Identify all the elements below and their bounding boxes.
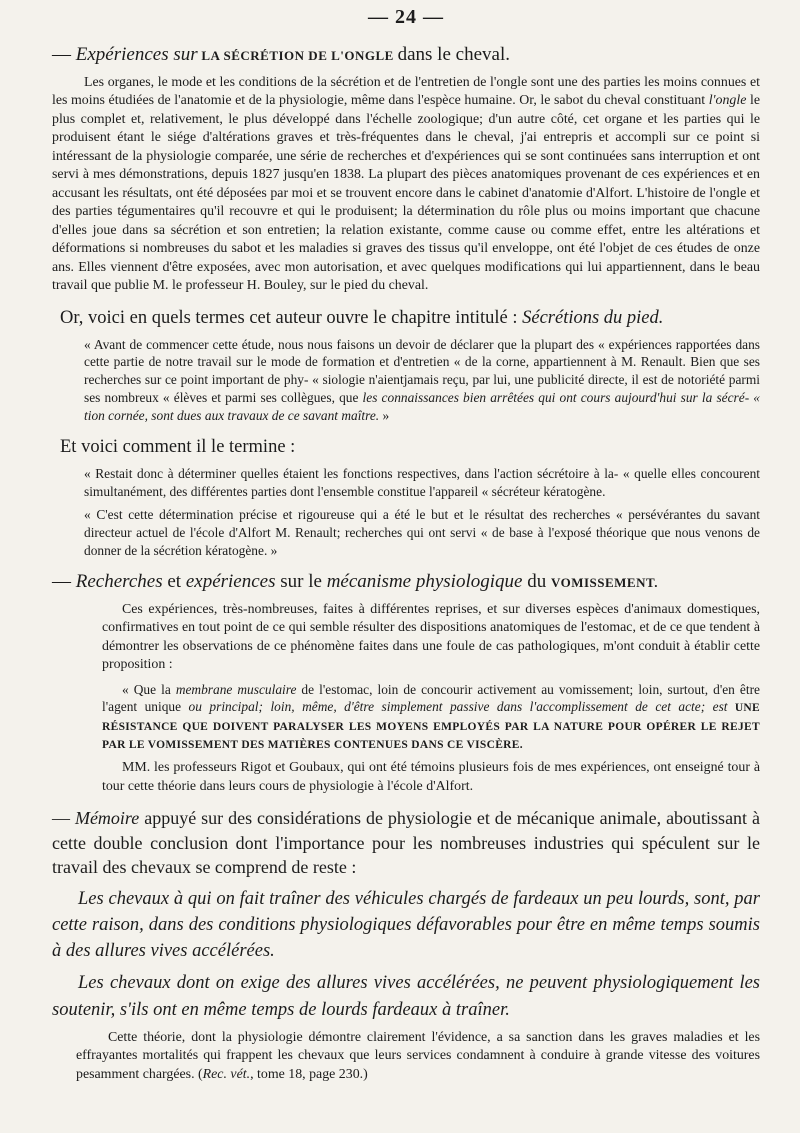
quote-bouley-closing-1: « Restait donc à déterminer quelles étaient les fonctions respectives, dans l'action sécrétoire à la- « quelle elles concourent simultanément, des différentes parties dont l'ensemble constitue l'appareil « sécréteur kératogène. — [84, 465, 760, 499]
heading-em-2: expériences — [185, 570, 276, 592]
paragraph-vomiting: Ces expériences, très-nombreuses, faites à différentes reprises, et sur diverses espèces d'animaux domestiques, confirmatives en tout point de ce qui semble résulter des dispositions anatomiques de l'estomac, et de ce que tendent à démontrer les observations de ce phénomène faites dans une foule de cas pathologiques, m'ont conduit à établir cette proposition : — [102, 601, 760, 673]
quote-intro-italic: Sécrétions du pied. — [522, 307, 664, 328]
heading-em-3: mécanisme physiologique — [326, 570, 523, 592]
heading-em: Mémoire — [74, 808, 140, 829]
heading-dash: — — [52, 808, 75, 829]
heading-smallcaps: VOMISSEMENT. — [550, 574, 658, 590]
heading-rest: appuyé sur des considérations de physiologie et de mécanique animale, aboutissant à cette double conclusion dont l'importance pour les nombreuses industries qui spéculent sur le travail des chevaux se comprend de reste : — [52, 808, 760, 878]
quote-bouley-opening — [52, 336, 760, 425]
heading-em: Expériences sur — [75, 44, 198, 65]
citation-end: , tome 18, page 230.) — [250, 1066, 368, 1082]
proposition-vomiting — [52, 681, 760, 754]
proposition-italic-1: membrane musculaire — [175, 681, 297, 697]
quote-bouley-closing-2: « C'est cette détermination précise et rigoureuse qui a été le but et le résultat des recherches « persévérantes du savant directeur actuel de l'école d'Alfort M. Renault; recherches qui ont servi « de base à l'exposé théorique que nous venons de donner de la sécrétion kératogène. » — [84, 507, 760, 559]
proposition-caps: UNE RÉSISTANCE QUE DOIVENT PARALYSER LES MOYENS EMPLOYÉS PAR LA NATURE POUR OPÉRER LE REJET PAR LE VOMISSEMENT DES MATIÈRES CONTENUES DANS CE VISCÈRE. — [102, 702, 761, 751]
proposition-italic-2: ou principal; loin, même, d'être simplement passive dans l'accomplissement de cet acte; est — [188, 699, 728, 715]
quote-end: » — [379, 407, 390, 423]
heading-tail: dans le cheval. — [397, 44, 510, 65]
quote-intro-2: Et voici comment il le termine : — [60, 436, 296, 457]
paragraph-nail-secretion — [52, 74, 760, 296]
paragraph-text-continued: le plus complet et, relativement, le plus développé dans l'échelle zoologique; d'un autre côté, cet organe et les parties qui le produisent étant le siége d'altérations graves et très-fréquentes dans le cheval, j'ai entrepris et accompli sur ce point si intéressant de la physiologie comparée, une série de recherches et d'expériences qui se sont continuées sans interruption et ont servi à mes démonstrations, depuis 1827 jusqu'en 1838. La plupart des pièces anatomiques provenant de ces expériences et en accusant les résultats, ont été déposées par moi et se trouvent encore dans le cabinet d'anatomie d'Alfort. L'histoire de l'ongle et des parties tégumentaires qu'il recouvre et qui le produisent; la détermination du rôle plus ou moins important que chacune d'elles joue dans sa sécrétion et son entretien; la relation existante, comme cause ou comme effet, entre les altérations et déformations si nombreuses du sabot et les maladies si graves des tissus qu'il enveloppe, ont été l'objet de ces études de onze ans. Elles viennent d'être exposées, avec mon autorisation, et avec quelques modifications qui lui appartiennent, dans le beau travail que publie M. le professeur H. Bouley, sur le pied du cheval. — [52, 93, 761, 294]
quote-text: « Avant de commencer cette étude, nous nous faisons un devoir de déclarer que la plupart des « expériences rapportées dans cette partie de notre travail sur le mode de formation et d'entretien « de la corne, appartiennent à M. Renault. Bien que ses recherches sur ce point important de phy- « siologie n'aientjamais reçu, par lui, une publicité directe, il est de notoriété parmi ses nombreux « élèves et parmi ses collègues, que — [84, 336, 760, 406]
heading-dash: — — [52, 44, 76, 65]
quote-intro-text: Or, voici en quels termes cet auteur ouvre le chapitre intitulé : — [60, 307, 523, 328]
conclusion-1: Les chevaux à qui on fait traîner des véhicules chargés de fardeaux un peu lourds, sont, par cette raison, dans des conditions physiologiques défavorables pour être en même temps soumis à des allures vives accélérées. — [52, 888, 760, 962]
citation-italic: Rec. vét. — [202, 1066, 251, 1082]
section-heading-nail-secretion — [52, 43, 760, 68]
heading-em-1: Recherches — [75, 570, 163, 592]
paragraph-italic: l'ongle — [708, 93, 747, 109]
heading-mid-1: et — [162, 570, 186, 592]
paragraph-rigot-goubaux: MM. les professeurs Rigot et Goubaux, qui ont été témoins plusieurs fois de mes expériences, ont enseigné tour à tour cette théorie dans leurs cours de physiologie à l'école d'Alfort. — [102, 760, 760, 794]
quote-intro — [52, 306, 760, 330]
heading-dash: — — [52, 570, 76, 592]
proposition-text-a: « Que la — [122, 681, 176, 697]
conclusion-2: Les chevaux dont on exige des allures vives accélérées, ne peuvent physiologiquement les soutenir, s'ils ont en même temps de lourds fardeaux à traîner. — [52, 973, 760, 1020]
heading-mid-2: sur le — [275, 570, 327, 592]
page-number: — 24 — — [368, 6, 444, 28]
section-heading-vomiting — [52, 570, 760, 595]
paragraph-theory-sanction — [52, 1029, 760, 1084]
heading-smallcaps: LA SÉCRÉTION DE L'ONGLE — [197, 48, 398, 63]
quote-italic: les connaissances bien arrêtées qui ont cours aujourd'hui sur la sécré- « tion cornée, sont dues aux travaux de ce savant maître. — [84, 390, 760, 423]
proposition-text-b: de l'estomac, loin de concourir activement au vomissement; loin, surtout, d'en être l'agent unique — [102, 681, 760, 715]
paragraph-text: Cette théorie, dont la physiologie démontre clairement l'évidence, a sa sanction dans les graves maladies et les effrayantes mortalités qui frappent les chevaux que leurs services condamnent à conduire à grande vitesse des voitures pesamment chargées. ( — [76, 1029, 760, 1082]
paragraph-text: Les organes, le mode et les conditions de la sécrétion et de l'entretien de l'ongle sont une des parties les moins connues et les moins étudiées de l'anatomie et de la physiologie, même dans l'espèce humaine. Or, le sabot du cheval constituant — [52, 74, 760, 109]
section-heading-memoire — [52, 806, 760, 879]
heading-mid-3: du — [522, 570, 551, 592]
